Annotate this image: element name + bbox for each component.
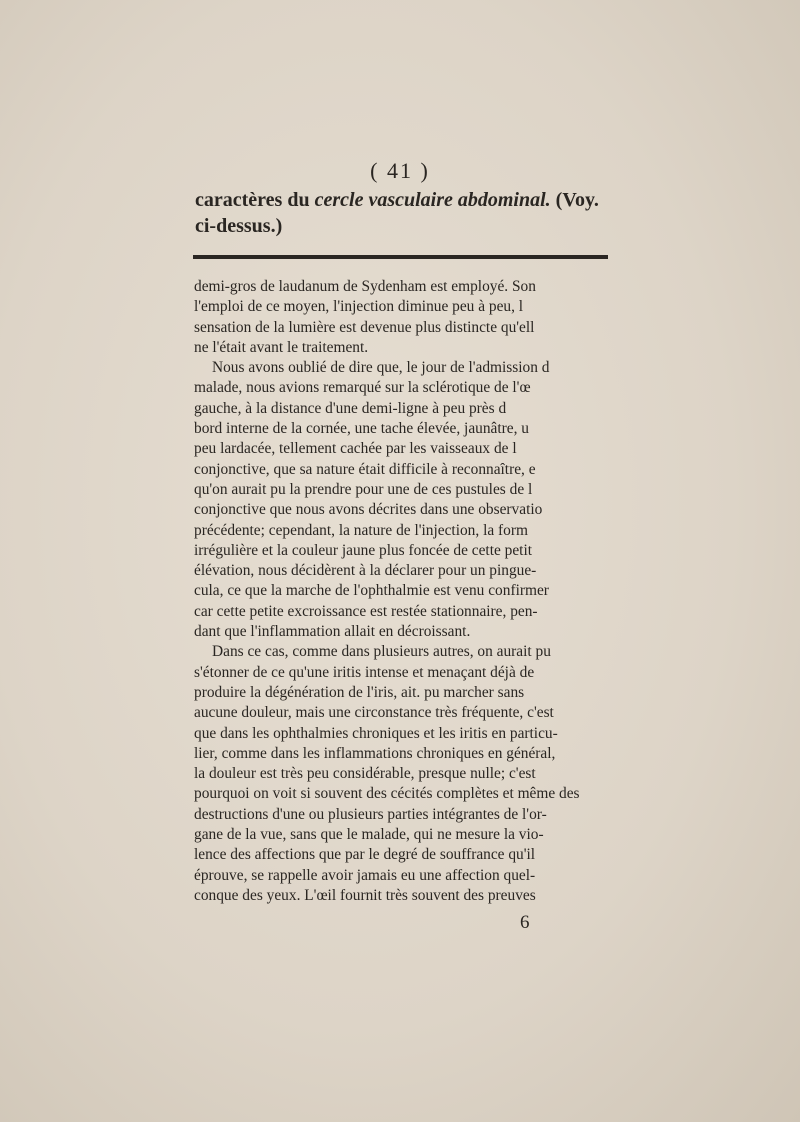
text-line: lier, comme dans les inflammations chroniques en général, [194,744,556,762]
text-line: gane de la vue, sans que le malade, qui ne mesure la vio- [194,826,544,844]
page-number: ( 41 ) [370,158,430,183]
signature-mark: 6 [520,912,530,933]
text-line: aucune douleur, mais une circonstance très fréquente, c'est [194,704,554,722]
carry-over-text [195,187,615,239]
text-line: car cette petite excroissance est restée stationnaire, pen- [194,602,538,620]
text-line: irrégulière et la couleur jaune plus foncée de cette petit [194,541,533,559]
carry-over-italic: cercle vasculaire abdominal. [314,189,551,211]
body-text [194,277,624,906]
text-line: destructions d'une ou plusieurs parties intégrantes de l'or- [194,805,547,823]
text-line: gauche, à la distance d'une demi-ligne à peu près d [194,399,507,417]
text-line: ne l'était avant le traitement. [194,338,369,356]
text-line: sensation de la lumière est devenue plus distincte qu'ell [194,318,535,336]
text-line: produire la dégénération de l'iris, ait. pu marcher sans [194,683,525,701]
text-line: la douleur est très peu considérable, presque nulle; c'est [194,765,536,783]
text-line: dant que l'inflammation allait en décroissant. [194,623,471,641]
text-line: cula, ce que la marche de l'ophthalmie est venu confirmer [194,582,549,600]
text-line: bord interne de la cornée, une tache élevée, jaunâtre, u [194,420,529,438]
text-line: conjonctive que nous avons décrites dans une observatio [194,501,543,519]
text-line: l'emploi de ce moyen, l'injection diminue peu à peu, l [194,298,524,316]
text-line: élévation, nous décidèrent à la déclarer pour un pingue- [194,562,537,580]
text-line: lence des affections que par le degré de souffrance qu'il [194,846,536,864]
separator-rule [193,255,608,259]
text-line: malade, nous avions remarqué sur la sclérotique de l'œ [194,379,531,397]
text-line: éprouve, se rappelle avoir jamais eu une affection quel- [194,866,536,884]
text-line: pourquoi on voit si souvent des cécités complètes et même des [194,785,580,803]
text-line: conque des yeux. L'œil fournit très souvent des preuves [194,886,536,904]
text-line: que dans les ophthalmies chroniques et les iritis en particu- [194,724,558,742]
text-line: précédente; cependant, la nature de l'injection, la form [194,521,528,539]
carry-over-line2: ci-dessus.) [195,215,283,237]
text-line: conjonctive, que sa nature était difficile à reconnaître, e [194,460,536,478]
text-line: s'étonner de ce qu'une iritis intense et menaçant déjà de [194,663,535,681]
text-line: Dans ce cas, comme dans plusieurs autres, on aurait pu [212,643,551,661]
carry-over-part1: caractères du [195,189,315,211]
carry-over-part2: (Voy. [550,189,599,211]
text-line: qu'on aurait pu la prendre pour une de ces pustules de l [194,480,533,498]
text-line: Nous avons oublié de dire que, le jour de l'admission d [212,359,550,377]
paragraph [194,277,624,358]
text-line: demi-gros de laudanum de Sydenham est employé. Son [194,278,536,295]
text-line: peu lardacée, tellement cachée par les vaisseaux de l [194,440,517,458]
paragraph [194,358,624,642]
paragraph [194,642,624,906]
